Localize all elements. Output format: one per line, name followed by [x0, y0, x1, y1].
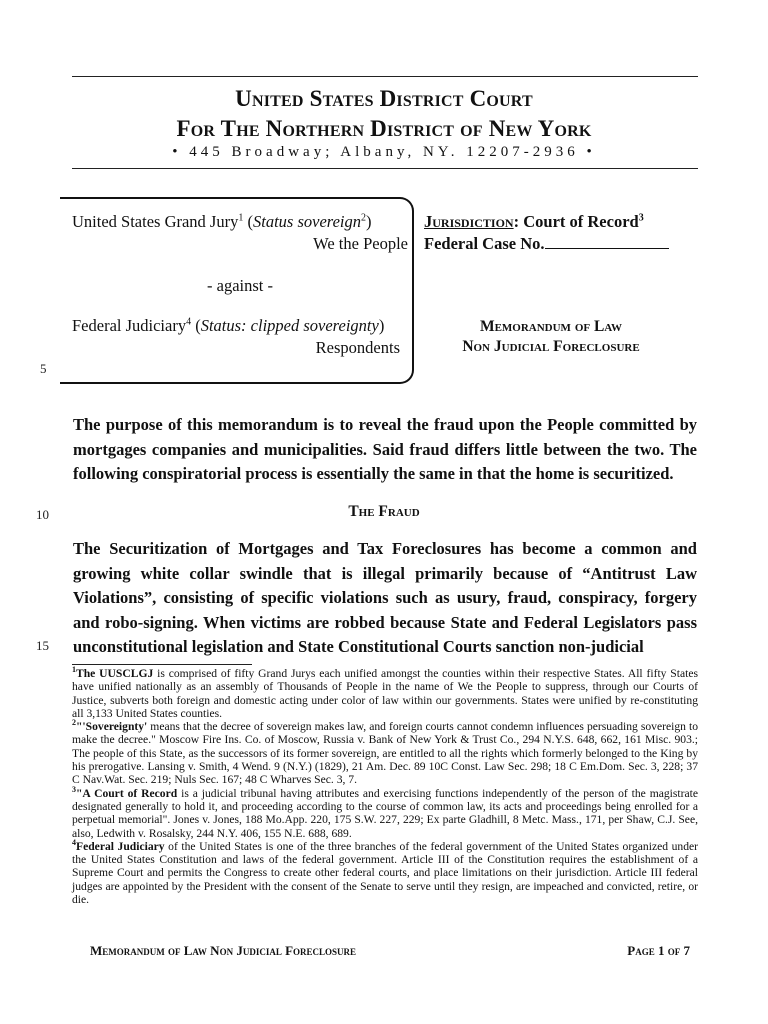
case-number-blank	[545, 234, 669, 249]
footnote-term: Federal Judiciary	[76, 839, 165, 853]
footnote-separator	[72, 664, 252, 665]
footnote-number: 4	[72, 838, 76, 847]
footnote-term: "A Court of Record	[76, 786, 178, 800]
plaintiff-status: Status sovereign	[252, 212, 361, 231]
case-number-label: Federal Case No.	[424, 234, 545, 253]
line-number-5: 5	[40, 361, 47, 376]
plaintiff-status-close: )	[365, 212, 372, 231]
versus-label: - against -	[207, 276, 273, 295]
footnote-text: is comprised of fifty Grand Jurys each unified amongst the counties within their respective States. All fifty States have unified nationally as an assembly of Thousands of People in the name of We the People to suppress, through our Courts of Justice, subverts both foreign and domestic acting under color of law within our governments. States were unified by re-constituting all 3,133 United States counties.	[72, 667, 698, 720]
header-bottom-rule	[72, 168, 698, 169]
header-top-rule	[72, 76, 698, 77]
memo-title-line1: Memorandum of Law	[479, 318, 623, 335]
defendant-status-close: )	[378, 316, 385, 335]
court-name-line2: For The Northern District of New York	[176, 116, 592, 141]
memo-title-line2: Non Judicial Foreclosure	[462, 338, 640, 355]
defendant-status-open: (	[191, 316, 201, 335]
defendant-status: Status: clipped sovereignty	[200, 316, 379, 335]
footnote-number: 3	[72, 784, 76, 794]
footnote-text: is a judicial tribunal having attributes and exercising functions independently of the person of the magistrate designated generally to hold it, and proceeding according to the course of common law, its acts and proceedings being enrolled for a perpetual memorial". Jones v. Jones, 188 Mo.App. 220, 175 S.W. 227, 229; Ex parte Gladhill, 8 Metc. Mass., 171, per Shaw, C.J. See, also, Ledwith v. Rosalsky, 244 N.Y. 406, 155 N.E. 688, 689.	[72, 786, 698, 840]
line-number-10: 10	[36, 507, 49, 522]
footnote-3	[72, 784, 698, 840]
intro-paragraph: The purpose of this memorandum is to reveal the fraud upon the People committed by mortgages companies and municipalities. Said fraud differs little between the two. The following conspiratorial process is essentially the same in that the home is securitized.	[73, 415, 697, 483]
footnote-term: The UUSCLGJ	[76, 667, 154, 680]
plaintiff-name: United States Grand Jury	[72, 212, 239, 231]
jurisdiction-line	[424, 212, 644, 232]
case-number-line	[424, 234, 669, 254]
footnote-ref-1[interactable]: 1	[238, 212, 244, 224]
footnote-2	[72, 720, 698, 786]
court-name-line1: United States District Court	[235, 86, 533, 111]
footnote-number: 1	[72, 665, 76, 675]
footnote-ref-2[interactable]: 2	[360, 212, 366, 224]
defendant-role: Respondents	[315, 338, 400, 357]
footnote-text: means that the decree of sovereign makes law, and foreign courts cannot condemn influences persuading sovereign to make the decree." Moscow Fire Ins. Co. of Moscow, Russia v. Bank of New York & Trust Co., 294 N.Y.S. 648, 662, 161 Misc. 903.; The people of this State, as the successors of its former sovereign, are entitled to all the rights which formerly belonged to the King by his prerogative. Lansing v. Smith, 4 Wend. 9 (N.Y.) (1829), 21 Am. Dec. 89 10C Const. Law Sec. 298; 18 C Em.Dom. Sec. 3, 228; 37 C Nav.Wat. Sec. 219; Nuls Sec. 167; 48 C Wharves Sec. 3, 7.	[72, 720, 698, 787]
footer-title: Memorandum of Law Non Judicial Foreclosure	[90, 943, 357, 958]
plaintiff-line	[72, 212, 371, 232]
court-address: • 445 Broadway; Albany, NY. 12207-2936 •	[172, 144, 596, 160]
jurisdiction-colon: :	[513, 212, 520, 231]
defendant-name: Federal Judiciary	[72, 316, 187, 335]
jurisdiction-value: Court of Record	[519, 212, 639, 231]
line-number-15: 15	[36, 638, 49, 653]
footnote-ref-4[interactable]: 4	[186, 316, 192, 328]
fraud-paragraph: The Securitization of Mortgages and Tax Foreclosures has become a common and growing white collar swindle that is illegal primarily because of “Antitrust Law Violations”, consisting of specific violations such as usury, fraud, conspiracy, forgery and robo-signing. When victims are robbed because State and Federal Legislators pass unconstitutional legislation and State Constitutional Courts sanction non-judicial	[73, 539, 697, 656]
plaintiff-role: We the People	[313, 234, 408, 253]
footnote-4	[72, 840, 698, 906]
footer-page-number: Page 1 of 7	[627, 943, 690, 958]
footnote-ref-3[interactable]: 3	[638, 212, 644, 224]
footnote-text: of the United States is one of the three branches of the federal government of the United States organized under the United States Constitution and laws of the federal government. Article III of the Constitution requires the establishment of a Supreme Court and permits the Congress to create other federal courts, and place limitations on their jurisdiction. Article III federal judges are appointed by the President with the consent of the Senate to serve until they resign, are impeached and convicted, retire, or die.	[72, 839, 698, 907]
footnote-1	[72, 667, 698, 720]
footnote-number: 2	[72, 718, 76, 728]
jurisdiction-label: Jurisdiction	[424, 212, 514, 231]
footnotes	[72, 667, 698, 906]
plaintiff-status-open: (	[243, 212, 253, 231]
footnote-term: "'Sovereignty'	[76, 720, 148, 734]
section-heading: The Fraud	[348, 503, 420, 520]
defendant-line	[72, 316, 384, 336]
